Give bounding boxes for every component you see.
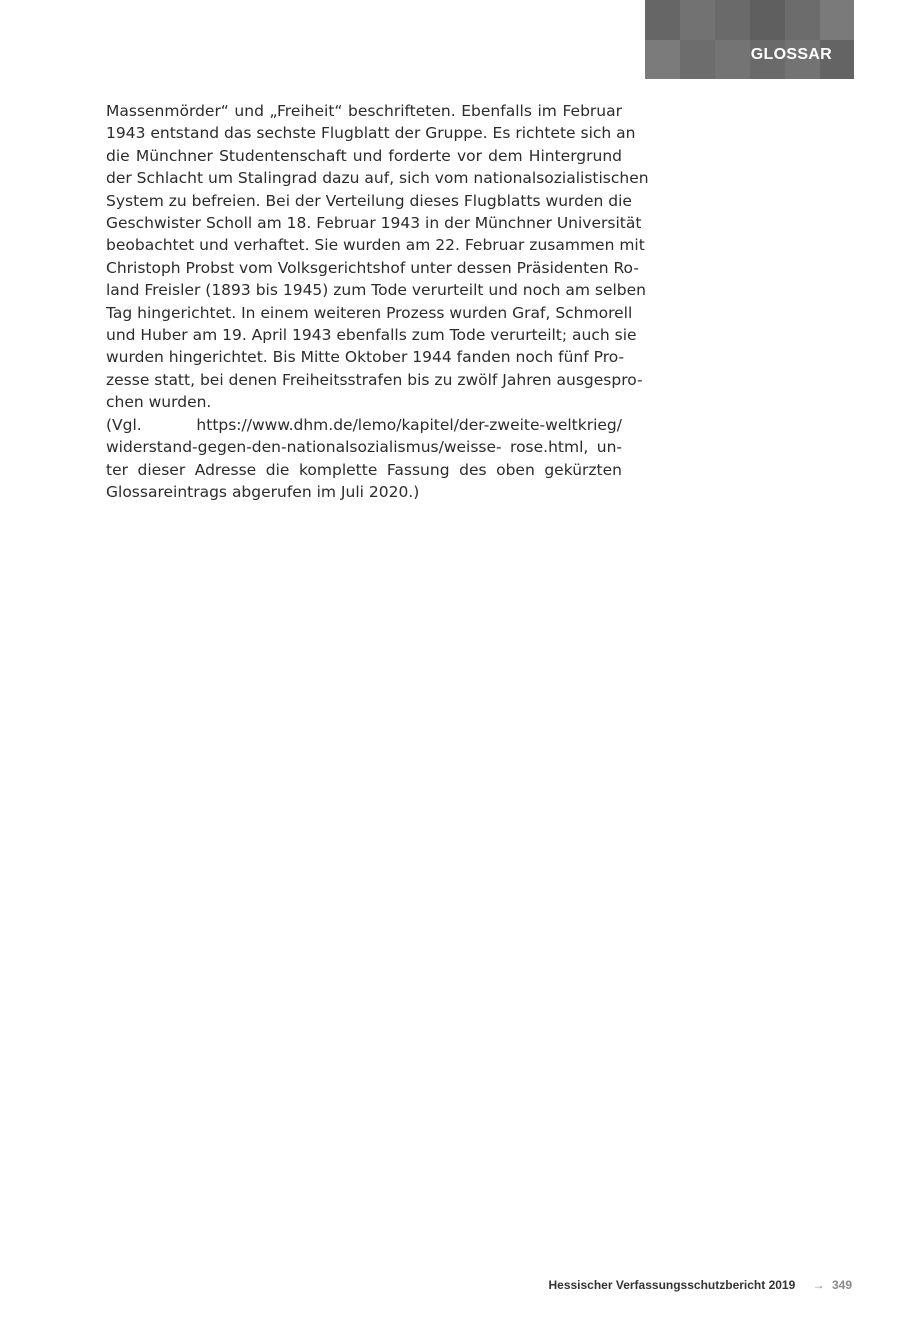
page-footer bbox=[548, 1278, 852, 1292]
text-line: Christoph Probst vom Volksgerichtshof unter dessen Präsidenten Ro- bbox=[106, 258, 639, 277]
publication-title: Hessischer Verfassungsschutzbericht 2019 bbox=[548, 1278, 796, 1292]
text-line: chen wurden. bbox=[106, 393, 212, 412]
text-line: zesse statt, bei denen Freiheitsstrafen bis zu zwölf Jahren ausgespro- bbox=[106, 370, 643, 389]
text-line: Geschwister Scholl am 18. Februar 1943 in der Münchner Universität bbox=[106, 214, 642, 233]
text-line: der Schlacht um Stalingrad dazu auf, sich vom nationalsozialistischen bbox=[106, 169, 649, 188]
tab-tile bbox=[715, 0, 750, 40]
text-line: und Huber am 19. April 1943 ebenfalls zum Tode verurteilt; auch sie bbox=[106, 326, 637, 345]
arrow-right-icon: → bbox=[812, 1278, 825, 1292]
page-number: 349 bbox=[831, 1278, 852, 1292]
text-line: 1943 entstand das sechste Flugblatt der Gruppe. Es richtete sich an bbox=[106, 124, 636, 143]
tab-tile bbox=[785, 0, 820, 40]
text-line: Tag hingerichtet. In einem weiteren Prozess wurden Graf, Schmorell bbox=[106, 303, 633, 322]
tab-tile bbox=[645, 0, 680, 40]
text-line: die Münchner Studentenschaft und forderte vor dem Hintergrund bbox=[106, 146, 622, 165]
tab-tile bbox=[820, 0, 854, 40]
text-line: wurden hingerichtet. Bis Mitte Oktober 1944 fanden noch fünf Pro- bbox=[106, 348, 625, 367]
text-line: land Freisler (1893 bis 1945) zum Tode verurteilt und noch am selben bbox=[106, 281, 647, 300]
text-line: Glossareintrags abgerufen im Juli 2020.) bbox=[106, 482, 420, 501]
tab-tile bbox=[750, 0, 785, 40]
tab-tile bbox=[645, 40, 680, 79]
tab-tile bbox=[680, 0, 715, 40]
glossary-body-text bbox=[106, 100, 649, 503]
tab-tile bbox=[715, 40, 750, 79]
text-line: widerstand-gegen-den-nationalsozialismus/weisse- rose.html, un- bbox=[106, 438, 622, 457]
section-label: GLOSSAR bbox=[750, 46, 832, 63]
text-line: beobachtet und verhaftet. Sie wurden am 22. Februar zusammen mit bbox=[106, 236, 645, 255]
text-line: ter dieser Adresse die komplette Fassung des oben gekürzten bbox=[106, 460, 622, 479]
text-line: (Vgl. https://www.dhm.de/lemo/kapitel/der-zweite-weltkrieg/ bbox=[106, 415, 622, 434]
text-line: Massenmörder“ und „Freiheit“ beschrifteten. Ebenfalls im Februar bbox=[106, 102, 622, 120]
tab-tile bbox=[680, 40, 715, 79]
text-line: System zu befreien. Bei der Verteilung dieses Flugblatts wurden die bbox=[106, 191, 632, 210]
section-tab bbox=[645, 0, 854, 79]
